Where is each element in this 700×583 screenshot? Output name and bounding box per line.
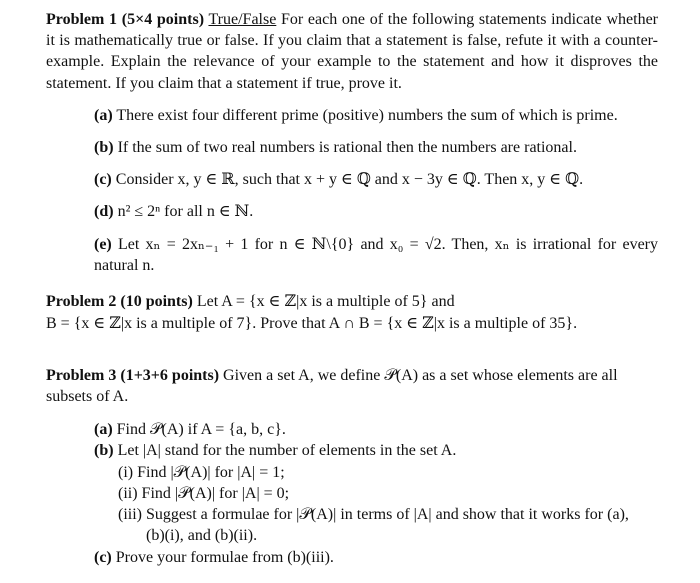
problem-3-part-c xyxy=(94,548,334,568)
problem-3-text-1: Given a set A, we define 𝒫(A) as a set whose elements are all xyxy=(219,367,618,384)
item-label: (c) xyxy=(94,171,112,188)
problem-1-intro-3: example. Explain the relevance of your example to the statement and how it disproves the xyxy=(46,53,658,70)
problem-2-line-2: B = {x ∈ ℤ|x is a multiple of 7}. Prove that A ∩ B = {x ∈ ℤ|x is a multiple of 35}. xyxy=(46,315,578,332)
part-label: (b) xyxy=(94,442,114,459)
problem-3-part-b-ii: (ii) Find |𝒫(A)| for |A| = 0; xyxy=(118,485,290,502)
part-label: (c) xyxy=(94,549,112,566)
problem-1-line-1 xyxy=(46,10,658,30)
problem-3-line-1 xyxy=(46,366,618,386)
problem-1-item-c xyxy=(94,170,583,190)
problem-1-item-b xyxy=(94,138,577,158)
item-text: Consider x, y ∈ ℝ, such that x + y ∈ ℚ and x − 3y ∈ ℚ. Then x, y ∈ ℚ. xyxy=(111,171,584,188)
item-text: There exist four different prime (positive) numbers the sum of which is prime. xyxy=(112,107,618,124)
item-label: (a) xyxy=(94,107,113,124)
problem-1-item-e-cont: natural n. xyxy=(94,257,155,274)
part-text: Find 𝒫(A) if A = {a, b, c}. xyxy=(112,421,286,438)
problem-2-text-1: Let A = {x ∈ ℤ|x is a multiple of 5} and xyxy=(192,293,455,310)
problem-3-part-b-iii-cont: (b)(i), and (b)(ii). xyxy=(146,527,258,544)
problem-3-line-2: subsets of A. xyxy=(46,388,129,405)
item-label: (e) xyxy=(94,236,112,253)
problem-3-part-b-i: (i) Find |𝒫(A)| for |A| = 1; xyxy=(118,464,285,481)
problem-2-heading: Problem 2 (10 points) xyxy=(46,293,193,310)
problem-3-part-a xyxy=(94,420,286,440)
part-text: Let |A| stand for the number of elements in the set A. xyxy=(113,442,457,459)
item-text: n² ≤ 2ⁿ for all n ∈ ℕ. xyxy=(113,203,254,220)
true-false-label: True/False xyxy=(208,11,277,28)
item-label: (b) xyxy=(94,139,114,156)
part-label: (a) xyxy=(94,421,113,438)
part-text: Prove your formulae from (b)(iii). xyxy=(111,549,334,566)
problem-1-intro-4: statement. If you claim that a statement if true, prove it. xyxy=(46,75,402,92)
problem-1-item-d xyxy=(94,202,253,222)
problem-3-part-b-iii: (iii) Suggest a formulae for |𝒫(A)| in terms of |A| and show that it works for (a), xyxy=(118,506,629,523)
item-text: Let xₙ = 2xₙ₋₁ + 1 for n ∈ ℕ\{0} and x₀ = √2. Then, xₙ is irrational for every xyxy=(111,236,658,253)
problem-1-item-e xyxy=(94,235,658,255)
problem-2-line-1 xyxy=(46,292,455,312)
problem-1-intro-2: it is mathematically true or false. If you claim that a statement is false, refute it with a counter- xyxy=(46,32,658,49)
problem-3-part-b xyxy=(94,441,456,461)
item-label: (d) xyxy=(94,203,114,220)
problem-3-heading: Problem 3 (1+3+6 points) xyxy=(46,367,220,384)
problem-1-item-a xyxy=(94,106,618,126)
problem-1-heading: Problem 1 (5×4 points) xyxy=(46,11,205,28)
item-text: If the sum of two real numbers is rational then the numbers are rational. xyxy=(113,139,577,156)
problem-1-intro-1: For each one of the following statements indicate whether xyxy=(276,11,659,28)
